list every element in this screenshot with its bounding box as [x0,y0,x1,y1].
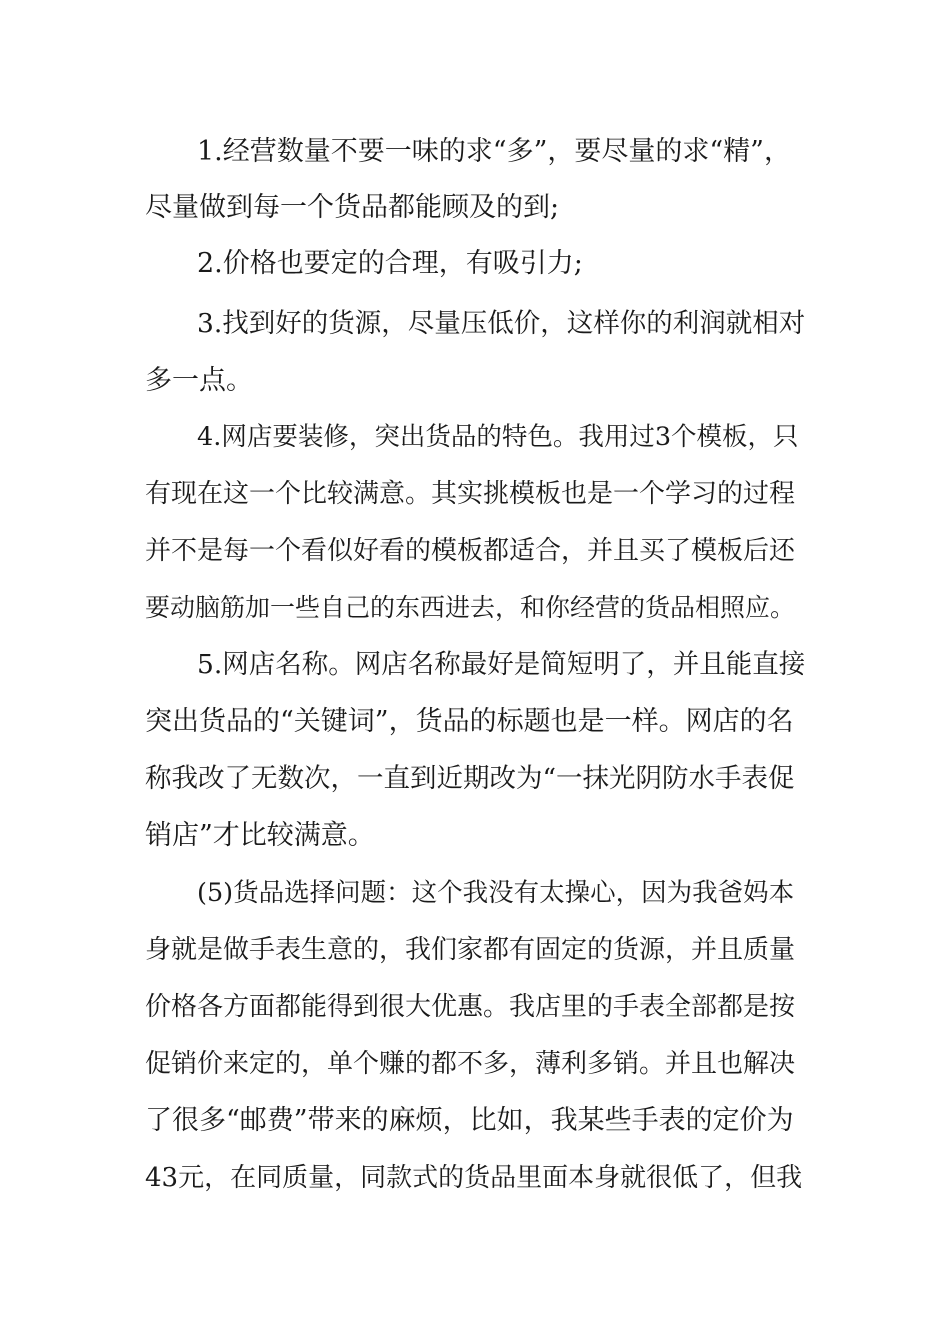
text-line: 尽量做到每一个货品都能顾及的到; [145,192,560,223]
text-line: 了很多“邮费”带来的麻烦，比如，我某些手表的定价为 [145,1105,794,1136]
text-line: 多一点。 [145,365,253,396]
text-line: (5)货品选择问题：这个我没有太操心，因为我爸妈本 [197,878,795,908]
text-line: 2.价格也要定的合理，有吸引力; [197,248,583,279]
text-line: 价格各方面都能得到很大优惠。我店里的手表全部都是按 [145,992,796,1022]
text-line: 5.网店名称。网店名称最好是简短明了，并且能直接 [197,649,806,680]
text-line: 身就是做手表生意的，我们家都有固定的货源，并且质量 [145,935,796,965]
text-line: 有现在这一个比较满意。其实挑模板也是一个学习的过程 [145,479,796,509]
text-line: 称我改了无数次，一直到近期改为“一抹光阴防水手表促 [145,763,795,794]
text-line: 43元，在同质量，同款式的货品里面本身就很低了，但我 [145,1163,803,1193]
text-line: 4.网店要装修，突出货品的特色。我用过3个模板，只 [197,422,799,452]
text-line: 并不是每一个看似好看的模板都适合，并且买了模板后还 [145,536,796,566]
text-line: 销店”才比较满意。 [145,820,375,851]
text-line: 1.经营数量不要一味的求“多”，要尽量的求“精”， [197,136,791,167]
text-line: 3.找到好的货源，尽量压低价，这样你的利润就相对 [197,308,806,339]
text-line: 促销价来定的，单个赚的都不多，薄利多销。并且也解决 [145,1049,796,1079]
text-line: 要动脑筋加一些自己的东西进去，和你经营的货品相照应。 [145,593,796,622]
text-line: 突出货品的“关键词”，货品的标题也是一样。网店的名 [145,706,794,737]
